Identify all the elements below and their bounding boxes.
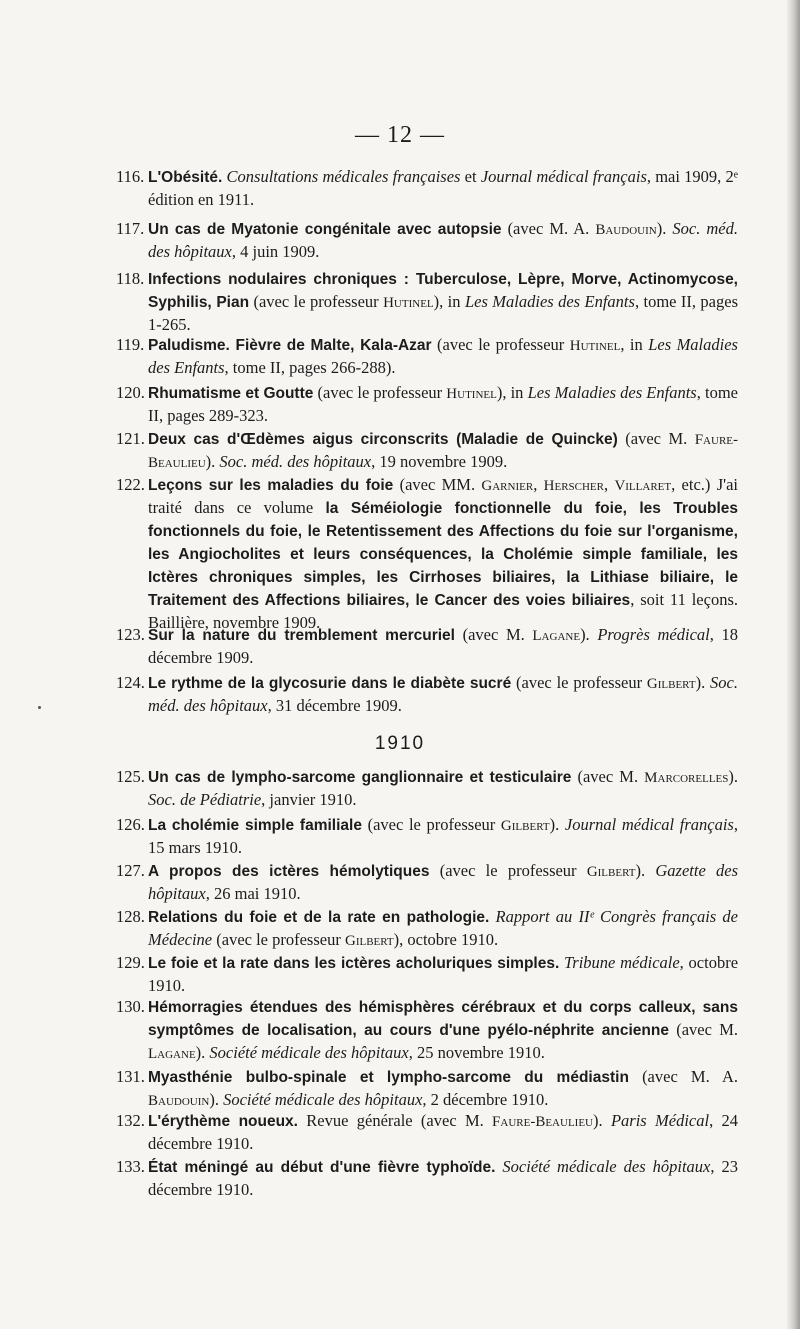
- author-name: Hutinel: [569, 338, 621, 354]
- entry-number: 116.: [116, 167, 145, 186]
- entry-125: [116, 766, 738, 811]
- entry-130: [116, 996, 738, 1065]
- entry-text: (avec M.: [571, 767, 645, 786]
- entry-117: [116, 218, 738, 263]
- author-name: Herscher: [543, 478, 604, 494]
- journal-name: Soc. méd. des hôpitaux: [148, 673, 738, 715]
- author-name: Gilbert: [344, 933, 394, 949]
- entry-number: 127.: [116, 861, 145, 880]
- entry-text: , mai 1909, 2ᵉ édition en 1911.: [148, 167, 738, 209]
- entry-number: 117.: [116, 219, 145, 238]
- entry-text: , 23 décembre 1910.: [148, 1157, 739, 1199]
- entry-text: ).: [205, 452, 220, 471]
- journal-name: Société médicale des hôpitaux: [502, 1157, 711, 1176]
- author-name: Gilbert: [500, 818, 550, 834]
- entry-title: Paludisme. Fièvre de Malte, Kala-Azar: [148, 337, 432, 354]
- entry-text: ).: [580, 625, 598, 644]
- entry-number: 131.: [116, 1067, 145, 1086]
- entry-title: Le foie et la rate dans les ictères acholuriques simples.: [148, 955, 560, 972]
- author-name: Lagane: [148, 1046, 196, 1062]
- entry-text: ,: [603, 475, 615, 494]
- journal-name: Journal médical français: [480, 167, 647, 186]
- entry-title: Sur la nature du tremblement mercuriel: [148, 627, 455, 644]
- page-edge-shadow: [786, 0, 800, 1329]
- journal-name: Paris Médical: [610, 1111, 710, 1130]
- entry-text: , 26 mai 1910.: [205, 884, 301, 903]
- entry-text: (avec le professeur: [361, 815, 501, 834]
- entry-contents: la Séméiologie fonctionnelle du foie, les Troubles fonctionnels du foie, le Retentissement des Affections du foie sur l'organisme, les Angiocholites et leurs conséquences, la Cholémie simple familiale, les Ictères chroniques simples, les Cirrhoses biliaires, la Lithiase biliaire, le Traitement des Affections biliaires, le Cancer des voies biliaires: [148, 500, 738, 609]
- entry-text: (avec M.: [454, 625, 533, 644]
- author-name: Hutinel: [383, 295, 434, 311]
- entry-title: Leçons sur les maladies du foie: [148, 477, 394, 494]
- entry-123: [116, 624, 738, 669]
- author-name: Baudouin: [595, 222, 657, 238]
- entry-text: , etc.) J'ai traité dans ce volume: [148, 475, 739, 517]
- entry-131: [116, 1066, 738, 1112]
- entry-text: , 19 novembre 1909.: [371, 452, 508, 471]
- entry-129: [116, 952, 738, 997]
- entry-text: (avec le professeur: [511, 673, 647, 692]
- entry-text: (avec M. A.: [501, 219, 596, 238]
- author-name: Gilbert: [586, 864, 636, 880]
- entry-number: 121.: [116, 429, 145, 448]
- entry-text: , tome II, pages 289-323.: [148, 383, 738, 425]
- entry-text: , octobre 1910.: [148, 953, 739, 995]
- entry-text: , 31 décembre 1909.: [267, 696, 402, 715]
- entry-120: [116, 382, 738, 427]
- entry-number: 129.: [116, 953, 145, 972]
- entry-text: Revue générale (avec M.: [297, 1111, 493, 1130]
- entry-text: (avec MM.: [393, 475, 482, 494]
- entry-126: [116, 814, 738, 859]
- author-name: Lagane: [532, 628, 581, 644]
- author-name: Garnier: [481, 478, 534, 494]
- entry-number: 132.: [116, 1111, 145, 1130]
- entry-text: ).: [549, 815, 565, 834]
- entry-text: (avec le professeur: [429, 861, 587, 880]
- entry-text: , tome II, pages 266-288).: [224, 358, 396, 377]
- entry-title: A propos des ictères hémolytiques: [148, 863, 430, 880]
- author-name: Marcorelles: [644, 770, 729, 786]
- entry-text: ).: [728, 767, 739, 786]
- entry-text: , janvier 1910.: [261, 790, 357, 809]
- entry-text: ).: [209, 1090, 224, 1109]
- entry-number: 120.: [116, 383, 145, 402]
- entry-title: Myasthénie bulbo-spinale et lympho-sarcome du médiastin: [148, 1069, 629, 1086]
- journal-name: Les Maladies des Enfants: [464, 292, 635, 311]
- entry-title: Le rythme de la glycosurie dans le diabète sucré: [148, 675, 512, 692]
- journal-name: Soc. méd. des hôpitaux: [219, 452, 372, 471]
- entry-text: , 18 décembre 1909.: [148, 625, 739, 667]
- entry-text: ).: [635, 861, 656, 880]
- entry-text: , soit 11 leçons. Baillière, novembre 1909.: [148, 590, 738, 632]
- author-name: Faure-Beaulieu: [492, 1114, 593, 1130]
- journal-name: Soc. de Pédiatrie: [148, 790, 262, 809]
- entry-title: L'érythème noueux.: [148, 1113, 298, 1130]
- entry-number: 125.: [116, 767, 145, 786]
- entry-text: (avec le professeur: [313, 383, 447, 402]
- author-name: Faure-Beaulieu: [148, 432, 738, 471]
- entry-number: 126.: [116, 815, 145, 834]
- journal-name: Les Maladies des Enfants: [527, 383, 697, 402]
- entry-title: La cholémie simple familiale: [148, 817, 362, 834]
- journal-name: Journal médical français: [564, 815, 734, 834]
- entry-title: Hémorragies étendues des hémisphères cérébraux et du corps calleux, sans symptômes de localisation, au cours d'une pyélo-néphrite ancienne: [148, 999, 738, 1039]
- entry-116: [116, 166, 738, 211]
- entry-text: , 25 novembre 1910.: [408, 1043, 545, 1062]
- entry-text: (avec M.: [617, 429, 695, 448]
- entry-118: [116, 268, 738, 336]
- entry-text: , tome II, pages 1-265.: [148, 292, 738, 334]
- author-name: Baudouin: [148, 1093, 210, 1109]
- entry-121: [116, 428, 738, 474]
- entry-119: [116, 334, 738, 379]
- entry-text: ,: [533, 475, 544, 494]
- entry-title: Relations du foie et de la rate en pathologie.: [148, 909, 490, 926]
- journal-name: Soc. méd. des hôpitaux: [148, 219, 738, 261]
- entry-132: [116, 1110, 738, 1155]
- entry-title: Un cas de Myatonie congénitale avec autopsie: [148, 221, 502, 238]
- entry-number: 122.: [116, 475, 145, 494]
- entry-text: (avec M.: [668, 1020, 738, 1039]
- entry-128: [116, 906, 738, 952]
- entry-text: , 2 décembre 1910.: [422, 1090, 549, 1109]
- journal-name: Rapport au IIᵉ Congrès français de Médecine: [148, 907, 738, 949]
- entry-133: [116, 1156, 738, 1201]
- entry-text: (avec le professeur: [249, 292, 384, 311]
- entry-127: [116, 860, 738, 905]
- entry-title: Deux cas d'Œdèmes aigus circonscrits (Maladie de Quincke): [148, 431, 618, 448]
- entry-text: , 4 juin 1909.: [231, 242, 320, 261]
- entry-text: ).: [656, 219, 673, 238]
- entry-number: 133.: [116, 1157, 145, 1176]
- page-number: — 12 —: [355, 122, 445, 148]
- year-heading: 1910: [374, 733, 426, 754]
- entry-number: 118.: [116, 269, 145, 288]
- journal-name: Consultations médicales françaises: [226, 167, 461, 186]
- entry-text: ).: [695, 673, 711, 692]
- entry-title: Rhumatisme et Goutte: [148, 385, 314, 402]
- journal-name: Tribune médicale: [564, 953, 680, 972]
- entry-title: Un cas de lympho-sarcome ganglionnaire et testiculaire: [148, 769, 572, 786]
- author-name: Villaret: [614, 478, 672, 494]
- entry-text: ).: [195, 1043, 210, 1062]
- journal-name: Société médicale des hôpitaux: [209, 1043, 409, 1062]
- entry-text: , 24 décembre 1910.: [148, 1111, 738, 1153]
- entry-number: 128.: [116, 907, 145, 926]
- entry-number: 130.: [116, 997, 145, 1016]
- entry-number: 123.: [116, 625, 145, 644]
- entry-text: et: [460, 167, 481, 186]
- journal-name: Société médicale des hôpitaux: [223, 1090, 423, 1109]
- entry-text: (avec le professeur: [431, 335, 570, 354]
- entry-title: Infections nodulaires chroniques : Tuberculose, Lèpre, Morve, Actinomycose, Syphilis, Pian: [148, 271, 738, 311]
- entry-text: ).: [593, 1111, 611, 1130]
- journal-name: Progrès médical: [597, 625, 710, 644]
- author-name: Gilbert: [646, 676, 696, 692]
- entry-number: 124.: [116, 673, 145, 692]
- journal-name: Gazette des hôpitaux: [148, 861, 739, 903]
- entry-text: (avec M. A.: [628, 1067, 738, 1086]
- entry-text: ), in: [496, 383, 528, 402]
- entry-124: [116, 672, 738, 717]
- entry-text: , in: [620, 335, 649, 354]
- entry-number: 119.: [116, 335, 145, 354]
- entry-title: L'Obésité.: [148, 169, 223, 186]
- entry-text: , 15 mars 1910.: [148, 815, 738, 857]
- entry-title: État méningé au début d'une fièvre typhoïde.: [148, 1159, 496, 1176]
- ink-speck: [38, 706, 41, 709]
- entry-text: ), octobre 1910.: [393, 930, 499, 949]
- journal-name: Les Maladies des Enfants: [148, 335, 738, 377]
- entry-122: [116, 474, 738, 634]
- author-name: Hutinel: [446, 386, 497, 402]
- entry-text: (avec le professeur: [212, 930, 345, 949]
- entry-text: ), in: [433, 292, 465, 311]
